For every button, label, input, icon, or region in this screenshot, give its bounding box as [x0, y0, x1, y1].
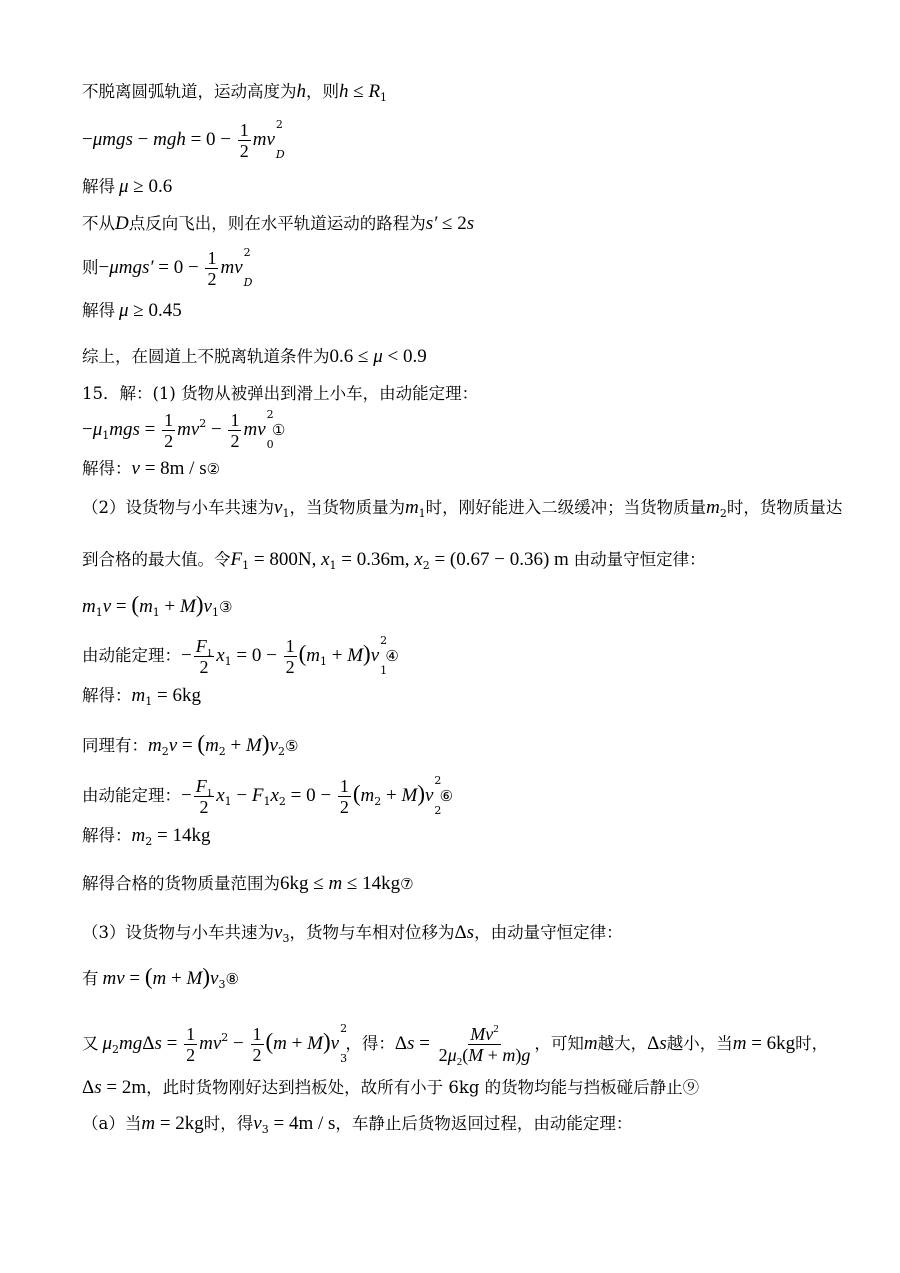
line-20: （3）设货物与小车共速为$v_3$，货物与车相对位移为Δs，由动量守恒定律：: [82, 922, 623, 945]
line-10: 解得：v = 8m / s②: [82, 458, 221, 479]
equation-9: 又 $\mu_2mg\Delta s$ = $\frac{1}{2}$ $mv^2$ − $\frac{1}{2}$ (m + M)v 2 3 ，得：Δs = $\frac{Mv^2}{2\mu_2(M + m)g}$ ，可知m越大，Δs越小，当m = 6kg时，: [82, 1022, 829, 1068]
line-15: 解得：$m_1 = 6kg$: [82, 685, 201, 708]
equation-5: 由动能定理：− $\frac{F_1}{2}$ $x_1 = 0$ − $\frac{1}{2}$ $(m_1 + M)v$ 2 1 ④: [82, 634, 399, 677]
line-23: Δs = 2m，此时货物刚好达到挡板处，故所有小于 6kg 的货物均能与挡板碰后静止⑨: [82, 1077, 700, 1098]
equation-3: $-\mu_1mgs$ = $\frac{1}{2}$ $mv^2$ − $\frac{1}{2}$ mv 2 0 ①: [82, 408, 286, 451]
line-12: 到合格的最大值。令$F_1 = 800N$, $x_1 = 0.36m$, $x_2 = (0.67 - 0.36)$ m 由动量守恒定律：: [82, 549, 706, 572]
equation-4: $m_1v = (m_1$ + $M)v_1③$: [82, 592, 233, 619]
line-11: （2）设货物与小车共速为$v_1$，当货物质量为$m_1$时，刚好能进入二级缓冲；当货物质量$m_2$时，货物质量达: [82, 497, 843, 520]
line-1: 不脱离圆弧轨道，运动高度为h，则$h \le R_1$: [82, 81, 388, 104]
problem-15-heading: 15．解：(1) 货物从被弹出到滑上小车，由动能定理：: [82, 384, 479, 403]
line-4: 不从D点反向飞出，则在水平轨道运动的路程为s′ ≤ 2s: [82, 213, 475, 234]
line-24: （a）当m = 2kg时，得$v_3 = 4m / s$，车静止后货物返回过程，由动能定理：: [82, 1113, 633, 1136]
equation-7: 由动能定理：− $\frac{F_1}{2}$ $x_1 - F_1x_2 = 0$ − $\frac{1}{2}$ $(m_2 + M)v$ 2 2 ⑥: [82, 774, 454, 817]
equation-6: 同理有：$m_2v = (m_2$ + $M)v_2⑤$: [82, 731, 299, 758]
line-7: 综上，在圆道上不脱离轨道条件为0.6 ≤ μ < 0.9: [82, 346, 427, 367]
equation-8: 有 mv = $(m + M)v_3⑧$: [82, 964, 239, 991]
line-19: 解得合格的货物质量范围为6kg ≤ m ≤ 14kg⑦: [82, 873, 414, 894]
line-18: 解得：$m_2 = 14kg$: [82, 825, 211, 848]
line-6: 解得 μ ≥ 0.45: [82, 300, 182, 321]
equation-2: 则−μmgs′ = 0 − $\frac{1}{2}$ mv 2 D: [82, 246, 253, 289]
equation-1: −μmgs − mgh = 0 − $\frac{1}{2}$ mv 2 D: [82, 118, 285, 161]
line-3: 解得 μ ≥ 0.6: [82, 176, 173, 197]
